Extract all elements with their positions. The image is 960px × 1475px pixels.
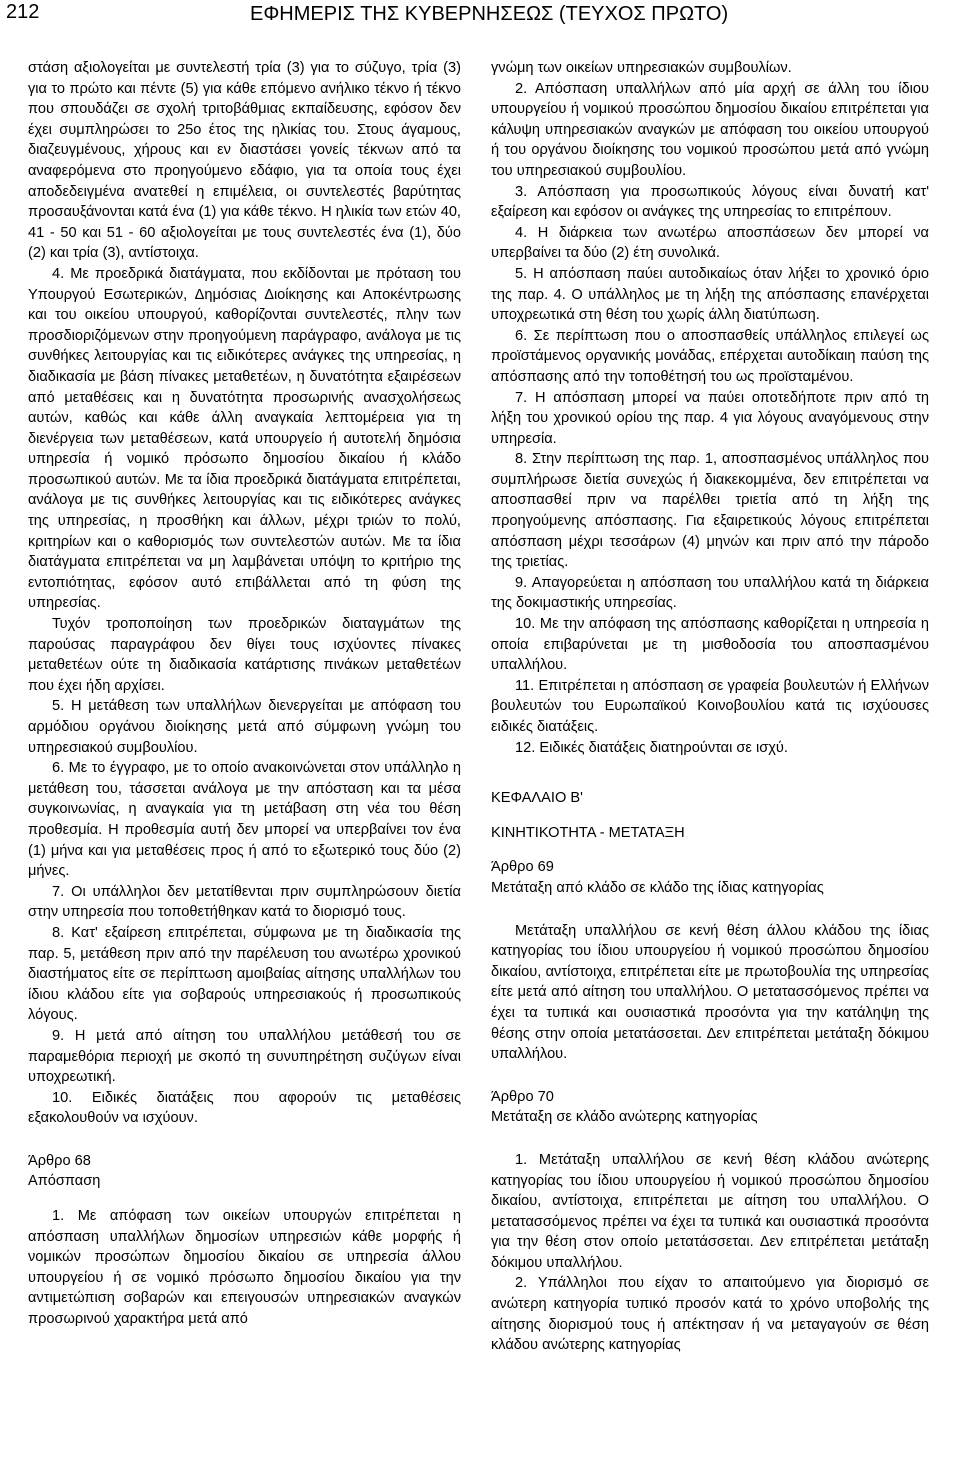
article-70-number: Άρθρο 70 — [491, 1088, 554, 1105]
paragraph: 7. Οι υπάλληλοι δεν μετατίθενται πριν συμπληρώσουν διετία στην υπηρεσία που τοποθετήθηκαν κατά το διορισμό τους. — [28, 883, 461, 921]
paragraph: 6. Με το έγγραφο, με το οποίο ανακοινώνεται στον υπάλληλο η μετάθεση του, τάσσεται ανάλογα με την απόσταση και τα μέσα συγκοινωνίας, η αναγκαία για τη μετάβαση στη νέα του θέση προθεσμία. Η προθεσμία αυτή δεν μπορεί να υπερβαίνει τον ένα (1) μήνα και για μεταθέσεις προς ή από το εξωτερικό τους δύο (2) μήνες. — [28, 760, 461, 880]
paragraph: 6. Σε περίπτωση που ο αποσπασθείς υπάλληλος επιλεγεί ως προϊστάμενος οργανικής μονάδας, επέρχεται αυτοδίκαιη παύση της απόσπασης από την τοποθέτησή του ως προϊσταμένου. — [491, 327, 929, 385]
page-header — [0, 0, 960, 30]
paragraph: 4. Με προεδρικά διατάγματα, που εκδίδονται με πρόταση του Υπουργού Εσωτερικών, Δημόσιας Διοίκησης και Αποκέντρωσης και του οικείου υπουργού, καθορίζονται συντελεστές, πλην των προσδιοριζόμενων στην προηγούμενη παράγραφο, ανάλογα με τις συνθήκες λειτουργίας και τις ειδικότερες ανάγκες της υπηρεσίας, η διαδικασία με βάση πίνακες μεταθετέων, η δυνατότητα εξαιρέσεων από μεταθέσεις και η δυνατότητα προσωρινής ανασχολήσεως αυτών, καθώς και κάθε άλλη αναγκαία λεπτομέρεια για τη διενέργεια των μεταθέσεων, κατά υπουργείο ή αυτοτελή δημόσια υπηρεσία ή νομικό πρόσωπο δημοσίου δικαίου ή κλάδο προσωπικού αυτών. Με τα ίδια προεδρικά διατάγματα επιτρέπεται, ανάλογα με τις συνθήκες λειτουργίας και τις ειδικότερες ανάγκες της υπηρεσίας, η προσθήκη και άλλων, μέχρι τριών το πολύ, κριτηρίων και ο καθορισμός των συντελεστών αυτών. Με τα ίδια διατάγματα επιτρέπεται να μη λαμβάνεται υπόψη το κριτήριο της εντοπιότητας, εφόσον αυτό επιβάλλεται από τη φύση της υπηρεσίας. — [28, 265, 461, 612]
page-number: 212 — [6, 1, 40, 23]
paragraph: 2. Απόσπαση υπαλλήλων από μία αρχή σε άλλη του ίδιου υπουργείου ή νομικού προσώπου δημοσίου δικαίου επιτρέπεται για κάλυψη υπηρεσιακών αναγκών με απόφαση του οικείου υπουργού ή του οργάνου διοίκησης του νομικού προσώπου μετά από γνώμη του υπηρεσιακού συμβουλίου. — [491, 80, 929, 179]
paragraph: 8. Στην περίπτωση της παρ. 1, αποσπασμένος υπάλληλος που συμπλήρωσε διετία συνεχώς ή διακεκομμένα, δεν επιτρέπεται να αποσπασθεί πριν να παρέλθει τριετία από τη λήξη της προηγούμενης απόσπασης. Για εξαιρετικούς λόγους επιτρέπεται απόσπαση μέχρι τεσσάρων (4) μηνών και πριν από την πάροδο της τριετίας. — [491, 451, 929, 571]
paragraph: 1. Με απόφαση των οικείων υπουργών επιτρέπεται η απόσπαση υπαλλήλων δημοσίων υπηρεσιών κάθε μορφής ή νομικών προσώπων δημοσίου δικαίου σε υπηρεσία άλλου υπουργείου ή σε νομικό πρόσωπο δημοσίου δικαίου για την αντιμετώπιση σοβαρών και επειγουσών υπηρεσιακών αναγκών προσωρινού χαρακτήρα μετά από — [28, 1208, 461, 1328]
chapter-title: ΚΙΝΗΤΙΚΟΤΗΤΑ - ΜΕΤΑΤΑΞΗ — [491, 824, 685, 841]
article-70-title: Μετάταξη σε κλάδο ανώτερης κατηγορίας — [491, 1109, 758, 1126]
left-column — [28, 58, 461, 1330]
article-69-title: Μετάταξη από κλάδο σε κλάδο της ίδιας κατηγορίας — [491, 879, 824, 896]
paragraph: στάση αξιολογείται με συντελεστή τρία (3) για το σύζυγο, τρία (3) για το πρώτο και πέντε (5) για κάθε επόμενο ανήλικο τέκνο ή τέκνο που σπουδάζει σε σχολή τριτοβάθμιας εκπαίδευσης, εφόσον δεν έχει συμπληρώσει το 25ο έτος της ηλικίας του. Στους άγαμους, διαζευγμένους, χήρους και εν διαστάσει γονείς τέκνων από τα αναφερόμενα στο προηγούμενο εδάφιο, για τα οποία τους έχει αποδεδειγμένα ανατεθεί η επιμέλεια, οι συντελεστές βαρύτητας προσαυξάνονται κατά ένα (1) για κάθε τέκνο. Η ηλικία των ετών 40, 41 - 50 και 51 - 60 αξιολογείται με τους συντελεστές ένα (1), δύο (2) και τρία (3), αντίστοιχα. — [28, 60, 461, 262]
paragraph: Τυχόν τροποποίηση των προεδρικών διαταγμάτων της παρούσας παραγράφου δεν θίγει τους ισχύοντες πίνακες μεταθετέων ούτε τη διαδικασία κατάρτισης πινάκων μεταθετέων που έχει ήδη αρχίσει. — [28, 616, 461, 694]
paragraph: 10. Με την απόφαση της απόσπασης καθορίζεται η υπηρεσία η οποία επιβαρύνεται με τη μισθοδοσία του αποσπασμένου υπαλλήλου. — [491, 616, 929, 674]
article-68-number: Άρθρο 68 — [28, 1152, 91, 1169]
paragraph: Μετάταξη υπαλλήλου σε κενή θέση άλλου κλάδου της ίδιας κατηγορίας του ίδιου υπουργείου ή νομικού προσώπου δημοσίου δικαίου, αντίστοιχα, επιτρέπεται είτε με πρωτοβουλία της υπηρεσίας είτε μετά από αίτηση του υπαλλήλου. Ο μετατασσόμενος πρέπει να έχει τα τυπικά και ουσιαστικά προσόντα για την κατάληψη της θέσης στην οποία μετατάσσεται. Δεν επιτρέπεται μετάταξη δόκιμου υπαλλήλου. — [491, 922, 929, 1063]
paragraph: 9. Απαγορεύεται η απόσπαση του υπαλλήλου κατά τη διάρκεια της δοκιμαστικής υπηρεσίας. — [491, 574, 929, 612]
article-68-title: Απόσπαση — [28, 1173, 101, 1190]
paragraph: 5. Η μετάθεση των υπαλλήλων διενεργείται με απόφαση του αρμόδιου οργάνου διοίκησης μετά από σύμφωνη γνώμη του υπηρεσιακού συμβουλίου. — [28, 698, 461, 756]
chapter-heading: ΚΕΦΑΛΑΙΟ Β' — [491, 790, 583, 807]
paragraph: 3. Απόσπαση για προσωπικούς λόγους είναι δυνατή κατ' εξαίρεση και εφόσον οι ανάγκες της υπηρεσίας το επιτρέπουν. — [491, 183, 929, 221]
paragraph: 11. Επιτρέπεται η απόσπαση σε γραφεία βουλευτών ή Ελλήνων βουλευτών του Ευρωπαϊκού Κοινοβουλίου κατά τις ισχύουσες ειδικές διατάξεις. — [491, 677, 929, 735]
article-69-number: Άρθρο 69 — [491, 859, 554, 876]
paragraph: 7. Η απόσπαση μπορεί να παύει οποτεδήποτε πριν από τη λήξη του χρονικού ορίου της παρ. 4 για λόγους αναγόμενους στην υπηρεσία. — [491, 389, 929, 447]
paragraph: γνώμη των οικείων υπηρεσιακών συμβουλίων. — [491, 60, 792, 76]
right-column — [491, 58, 929, 1356]
paragraph: 8. Κατ' εξαίρεση επιτρέπεται, σύμφωνα με τη διαδικασία της παρ. 5, μετάθεση πριν από την παρέλευση του ανωτέρω χρονικού διαστήματος είτε σε περίπτωση αμοιβαίας αίτησης υπαλλήλων του ίδιου κλάδου είτε για σοβαρούς υπηρεσιακούς ή προσωπικούς λόγους. — [28, 924, 461, 1024]
paragraph: 4. Η διάρκεια των ανωτέρω αποσπάσεων δεν μπορεί να υπερβαίνει τα δύο (2) έτη συνολικά. — [491, 224, 929, 262]
journal-title: ΕΦΗΜΕΡΙΣ ΤΗΣ ΚΥΒΕΡΝΗΣΕΩΣ (ΤΕΥΧΟΣ ΠΡΩΤΟ) — [250, 3, 729, 25]
paragraph: 2. Υπάλληλοι που είχαν το απαιτούμενο για διορισμό σε ανώτερη κατηγορία τυπικό προσόν κατά το χρόνο υποβολής της αίτησης διορισμού τους ή απέκτησαν ή να μεταγαγούν σε θέση κλάδου ανώτερης κατηγορίας — [491, 1275, 929, 1354]
paragraph: 9. Η μετά από αίτηση του υπαλλήλου μετάθεσή του σε παραμεθόρια περιοχή με σκοπό τη συνυπηρέτηση συζύγων είναι υποχρεωτική. — [28, 1027, 461, 1086]
paragraph: 5. Η απόσπαση παύει αυτοδικαίως όταν λήξει το χρονικό όριο της παρ. 4. Ο υπάλληλος με τη λήξη της απόσπασης επανέρχεται υποχρεωτικά στη θέση του χωρίς άλλη διατύπωση. — [491, 265, 929, 324]
paragraph: 10. Ειδικές διατάξεις που αφορούν τις μεταθέσεις εξακολουθούν να ισχύουν. — [28, 1089, 461, 1127]
paragraph: 12. Ειδικές διατάξεις διατηρούνται σε ισχύ. — [515, 739, 788, 756]
paragraph: 1. Μετάταξη υπαλλήλου σε κενή θέση κλάδου ανώτερης κατηγορίας του ίδιου υπουργείου ή νομικού προσώπου δημοσίου δικαίου, αντίστοιχα, επιτρέπεται με αίτηση του υπαλλήλου. Ο μετατασσόμενος πρέπει να έχει τα τυπικά και ουσιαστικά προσόντα για την θέση στον οποίο μετατάσσεται. Δεν επιτρέπεται μετάταξη δόκιμου υπαλλήλου. — [491, 1151, 929, 1271]
